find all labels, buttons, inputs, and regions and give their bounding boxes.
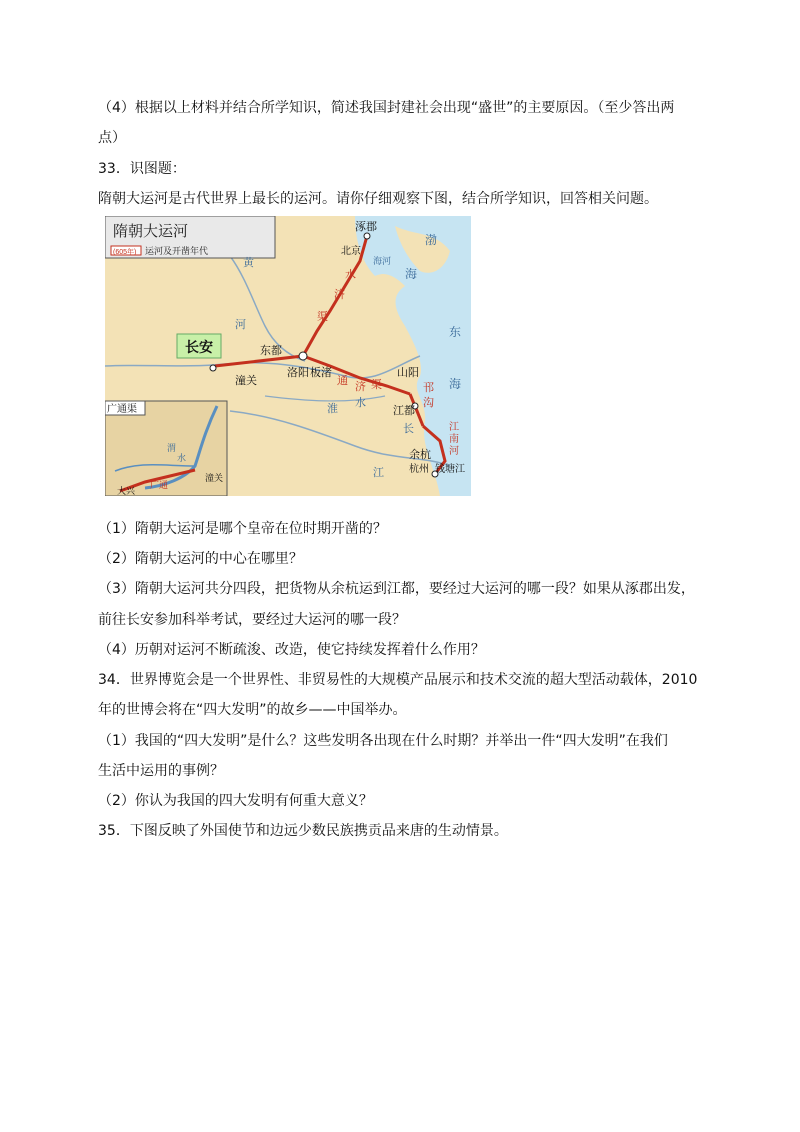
label-luoyang: 洛阳 <box>287 367 309 379</box>
label-shanyang: 山阳 <box>397 367 419 379</box>
label-jiangdu: 江都 <box>393 405 415 417</box>
q33-sub3-cont: 前往长安参加科举考试，要经过大运河的哪一段？ <box>98 612 406 628</box>
label-shui: 水 <box>355 397 366 409</box>
inset-label-wei1: 渭 <box>167 443 177 453</box>
q33-sub3: （3）隋朝大运河共分四段，把货物从余杭运到江都，要经过大运河的哪一段？如果从涿郡出发， <box>98 581 695 597</box>
label-yongji1: 水 <box>345 269 356 281</box>
label-beijing: 北京 <box>341 246 361 257</box>
map-title: 隋朝大运河 <box>113 223 189 240</box>
label-dong: 东 <box>449 325 462 339</box>
changan-dot <box>210 365 216 371</box>
label-hai-east: 海 <box>449 377 462 391</box>
label-he: 河 <box>235 319 246 331</box>
label-hangou1: 邗 <box>423 382 434 394</box>
label-jiangnan2: 南 <box>449 434 459 445</box>
legend-year: (605年) <box>113 249 137 256</box>
question-35: 35．下图反映了外国使节和边远少数民族携贡品来唐的生动情景。 <box>98 823 508 839</box>
label-tongji2: 济 <box>355 381 366 393</box>
zhuojun-dot <box>364 233 370 239</box>
question-33-title: 33．识图题： <box>98 161 186 177</box>
label-changan: 长安 <box>185 339 213 355</box>
label-tongguan: 潼关 <box>235 375 257 387</box>
label-jiangnan1: 江 <box>449 422 459 433</box>
label-jiang: 江 <box>373 467 384 479</box>
inset-title: 广通渠 <box>107 404 137 415</box>
question-34-intro: 34．世界博览会是一个世界性、非贸易性的大规模产品展示和技术交流的超大型活动载体，2010 <box>98 672 698 688</box>
label-tongji3: 渠 <box>371 379 382 391</box>
label-haihe: 海河 <box>373 256 392 266</box>
q34-sub2: （2）你认为我国的四大发明有何重大意义？ <box>98 793 373 809</box>
label-jiangnan3: 河 <box>449 446 459 457</box>
label-yuhang: 余杭 <box>409 449 431 461</box>
q34-sub1: （1）我国的“四大发明”是什么？这些发明各出现在什么时期？并举出一件“四大发明”在我们 <box>98 733 668 749</box>
label-huai: 淮 <box>327 403 338 415</box>
label-hangzhou: 杭州 <box>409 464 429 475</box>
q33-sub1: （1）隋朝大运河是哪个皇帝在位时期开凿的？ <box>98 521 387 537</box>
label-yongji2: 济 <box>334 289 345 301</box>
legend-text: 运河及开凿年代 <box>145 246 209 256</box>
label-hangou2: 沟 <box>423 397 434 409</box>
label-bohai2: 海 <box>405 267 418 281</box>
label-yongji3: 渠 <box>317 311 328 323</box>
line-q32-4: （4）根据以上材料并结合所学知识，简述我国封建社会出现“盛世”的主要原因。（至少答出两 <box>98 100 675 116</box>
q33-sub4: （4）历朝对运河不断疏浚、改造，使它持续发挥着什么作用？ <box>98 642 485 658</box>
line-q32-4-cont: 点） <box>98 130 126 146</box>
question-33-intro: 隋朝大运河是古代世界上最长的运河。请你仔细观察下图，结合所学知识，回答相关问题。 <box>98 191 658 207</box>
label-dongdu: 东都 <box>260 345 282 357</box>
inset-label-wei2: 水 <box>177 453 187 463</box>
label-banzhu: 板渚 <box>310 367 332 379</box>
inset-label-tongguan: 潼关 <box>205 473 224 483</box>
label-qiantang: 钱塘江 <box>435 464 465 475</box>
luoyang-dot <box>299 352 307 360</box>
sui-grand-canal-map <box>105 216 471 496</box>
label-bohai: 渤 <box>425 233 438 247</box>
label-tongji1: 通 <box>337 375 348 387</box>
label-chang: 长 <box>403 423 414 435</box>
q33-sub2: （2）隋朝大运河的中心在哪里？ <box>98 551 303 567</box>
q34-sub1-cont: 生活中运用的事例？ <box>98 763 224 779</box>
label-huang: 黄 <box>243 257 254 269</box>
inset-label-daxing: 大兴 <box>117 486 136 496</box>
question-34-intro-cont: 年的世博会将在“四大发明”的故乡——中国举办。 <box>98 702 407 718</box>
inset-label-guangtong: 广通 <box>150 480 169 490</box>
label-zhuojun: 涿郡 <box>355 221 377 233</box>
